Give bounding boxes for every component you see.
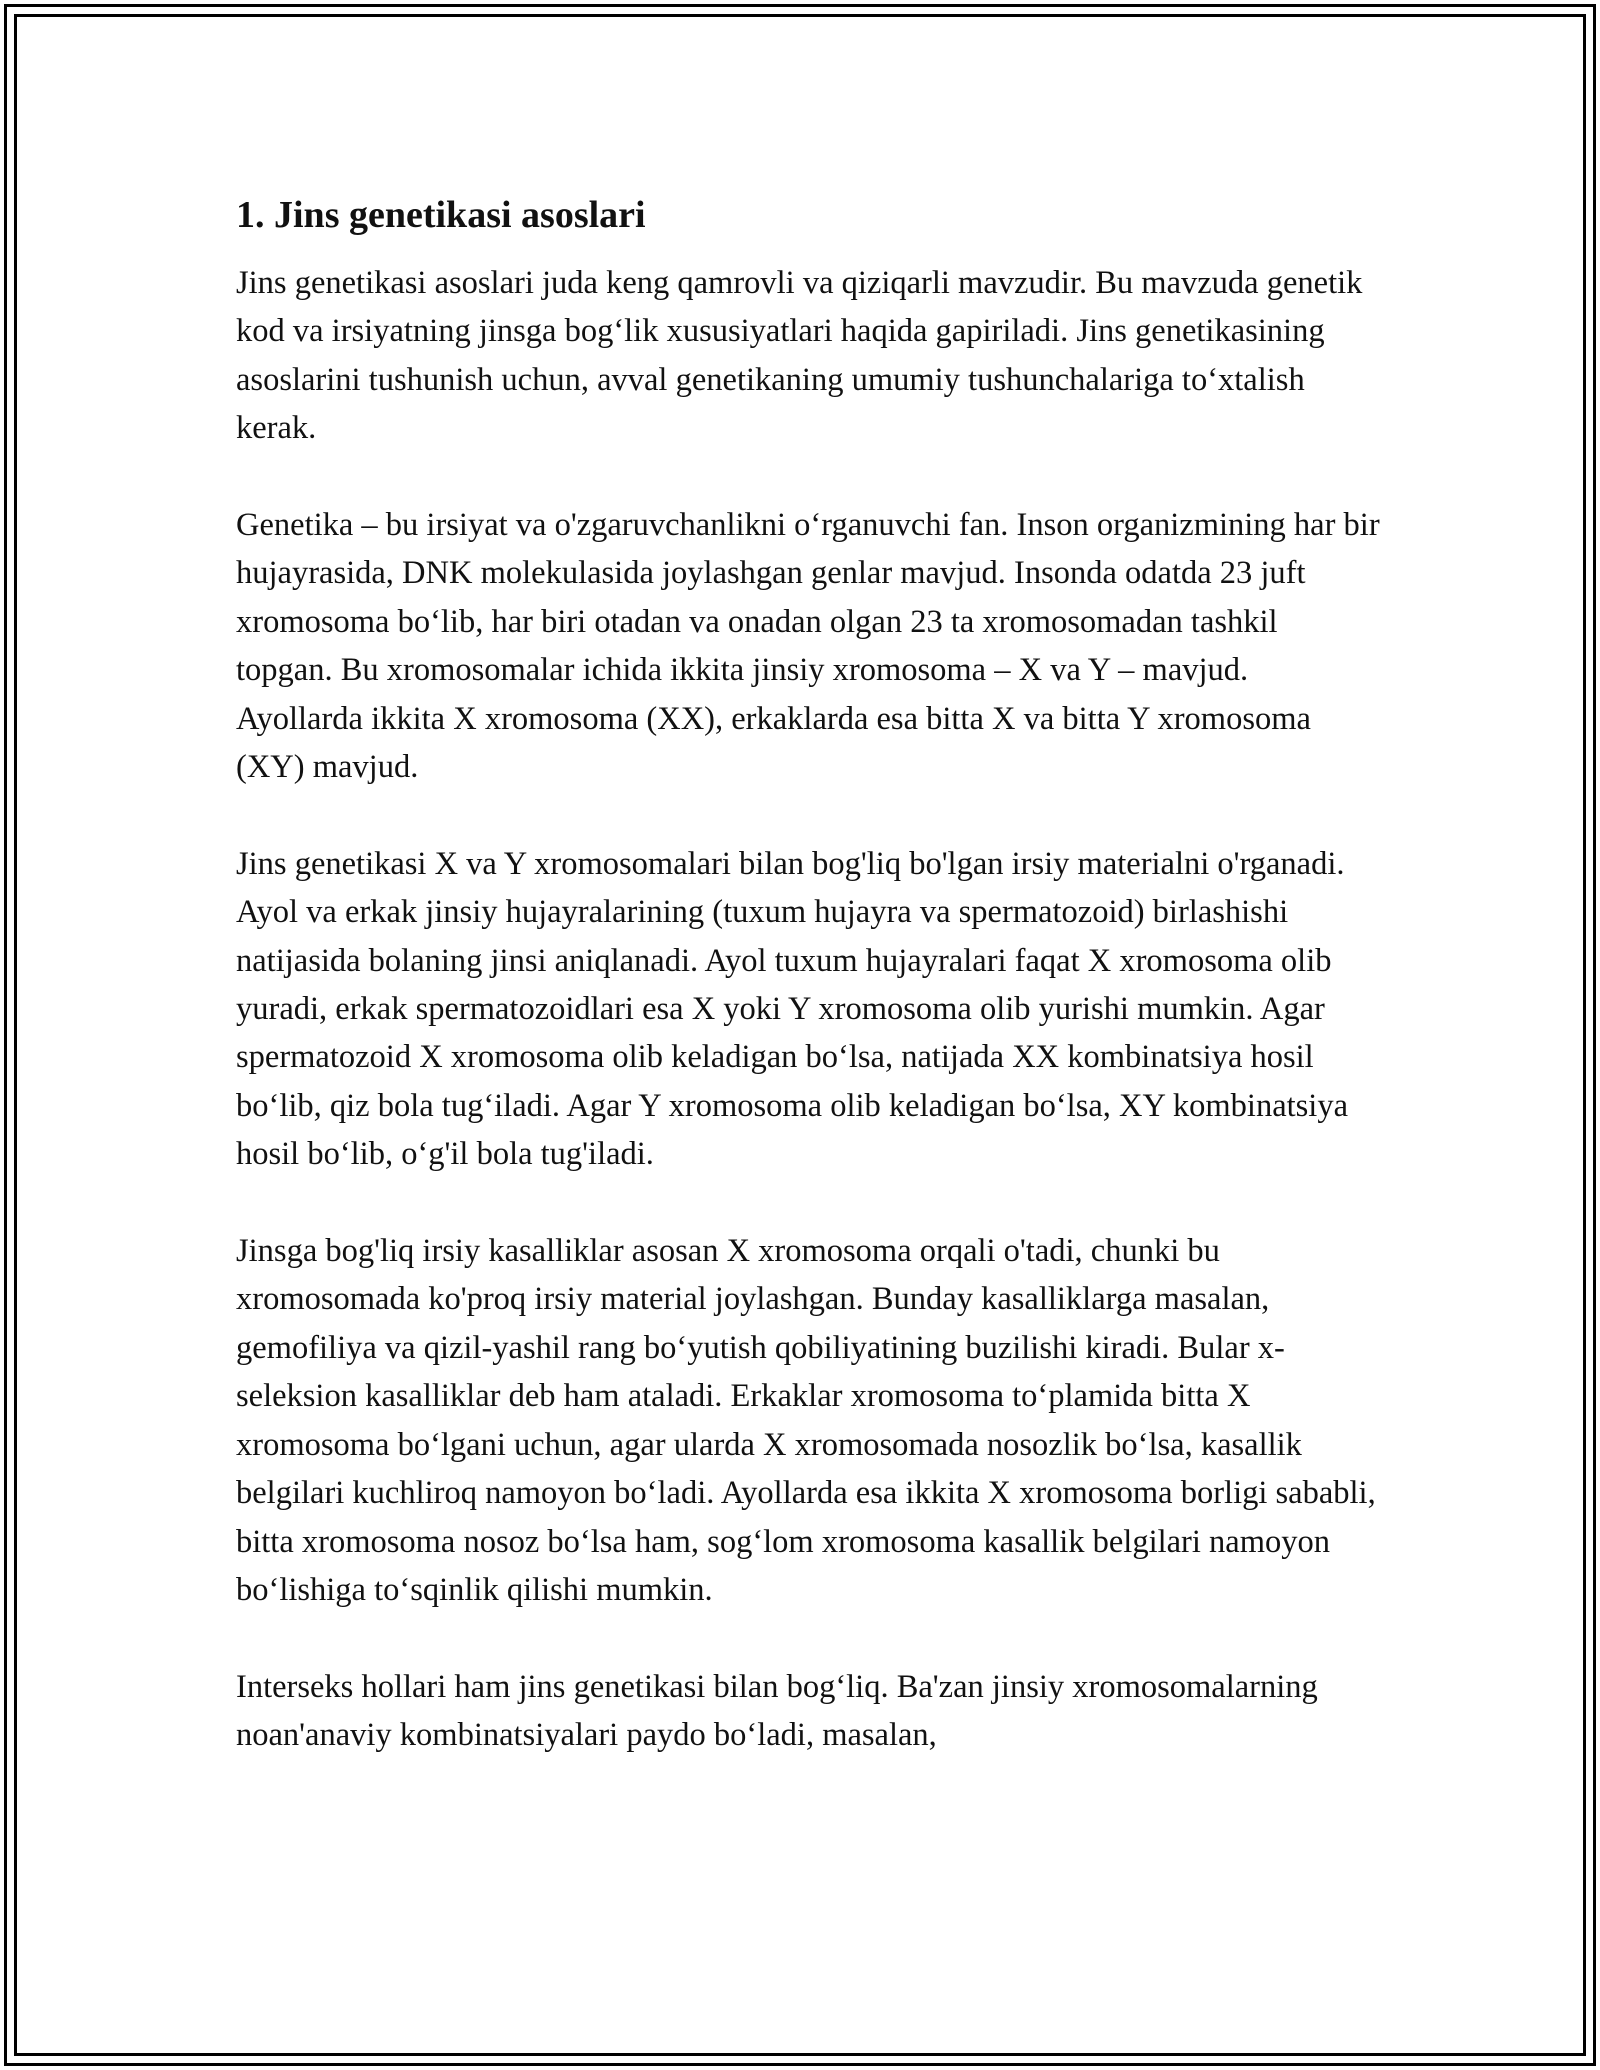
section-heading: 1. Jins genetikasi asoslari (236, 194, 646, 236)
paragraph-genetics-definition: Genetika – bu irsiyat va o'zgaruvchanlikni o‘rganuvchi fan. Inson organizmining har bir hujayrasida, DNK molekulasida joylashgan genlar mavjud. Insonda odatda 23 juft xromosoma bo‘lib, har biri otadan va onadan olgan 23 ta xromosomadan tashkil topgan. Bu xromosomalar ichida ikkita jinsiy xromosoma – X va Y – mavjud. Ayollarda ikkita X xromosoma (XX), erkaklarda esa bitta X va bitta Y xromosoma (XY) mavjud. (236, 507, 1380, 786)
paragraph-intersex: Interseks hollari ham jins genetikasi bilan bog‘liq. Ba'zan jinsiy xromosomalarning noan'anaviy kombinatsiyalari paydo bo‘ladi, masalan, (236, 1668, 1318, 1754)
paragraph-x-linked-diseases: Jinsga bog'liq irsiy kasalliklar asosan X xromosoma orqali o'tadi, chunki bu xromosomada ko'proq irsiy material joylashgan. Bunday kasalliklarga masalan, gemofiliya va qizil-yashil rang bo‘yutish qobiliyatining buzilishi kiradi. Bular x-seleksion kasalliklar deb ham ataladi. Erkaklar xromosoma to‘plamida bitta X xromosoma bo‘lgani uchun, agar ularda X xromosomada nosozlik bo‘lsa, kasallik belgilari kuchliroq namoyon bo‘ladi. Ayollarda esa ikkita X xromosoma borligi sababli, bitta xromosoma nosoz bo‘lsa ham, sog‘lom xromosoma kasallik belgilari namoyon bo‘lishiga to‘sqinlik qilishi mumkin. (236, 1233, 1376, 1608)
paragraph-sex-determination: Jins genetikasi X va Y xromosomalari bilan bog'liq bo'lgan irsiy materialni o'rganadi. Ayol va erkak jinsiy hujayralarining (tuxum hujayra va spermatozoid) birlashishi natijasida bolaning jinsi aniqlanadi. Ayol tuxum hujayralari faqat X xromosoma olib yuradi, erkak spermatozoidlari esa X yoki Y xromosoma olib yurishi mumkin. Agar spermatozoid X xromosoma olib keladigan bo‘lsa, natijada XX kombinatsiya hosil bo‘lib, qiz bola tug‘iladi. Agar Y xromosoma olib keladigan bo‘lsa, XY kombinatsiya hosil bo‘lib, o‘g'il bola tug'iladi. (236, 845, 1349, 1173)
document-body (236, 191, 1381, 1808)
paragraph-intro: Jins genetikasi asoslari juda keng qamrovli va qiziqarli mavzudir. Bu mavzuda genetik kod va irsiyatning jinsga bog‘lik xususiyatlari haqida gapiriladi. Jins genetikasining asoslarini tushunish uchun, avval genetikaning umumiy tushunchalariga to‘xtalish kerak. (236, 265, 1363, 447)
